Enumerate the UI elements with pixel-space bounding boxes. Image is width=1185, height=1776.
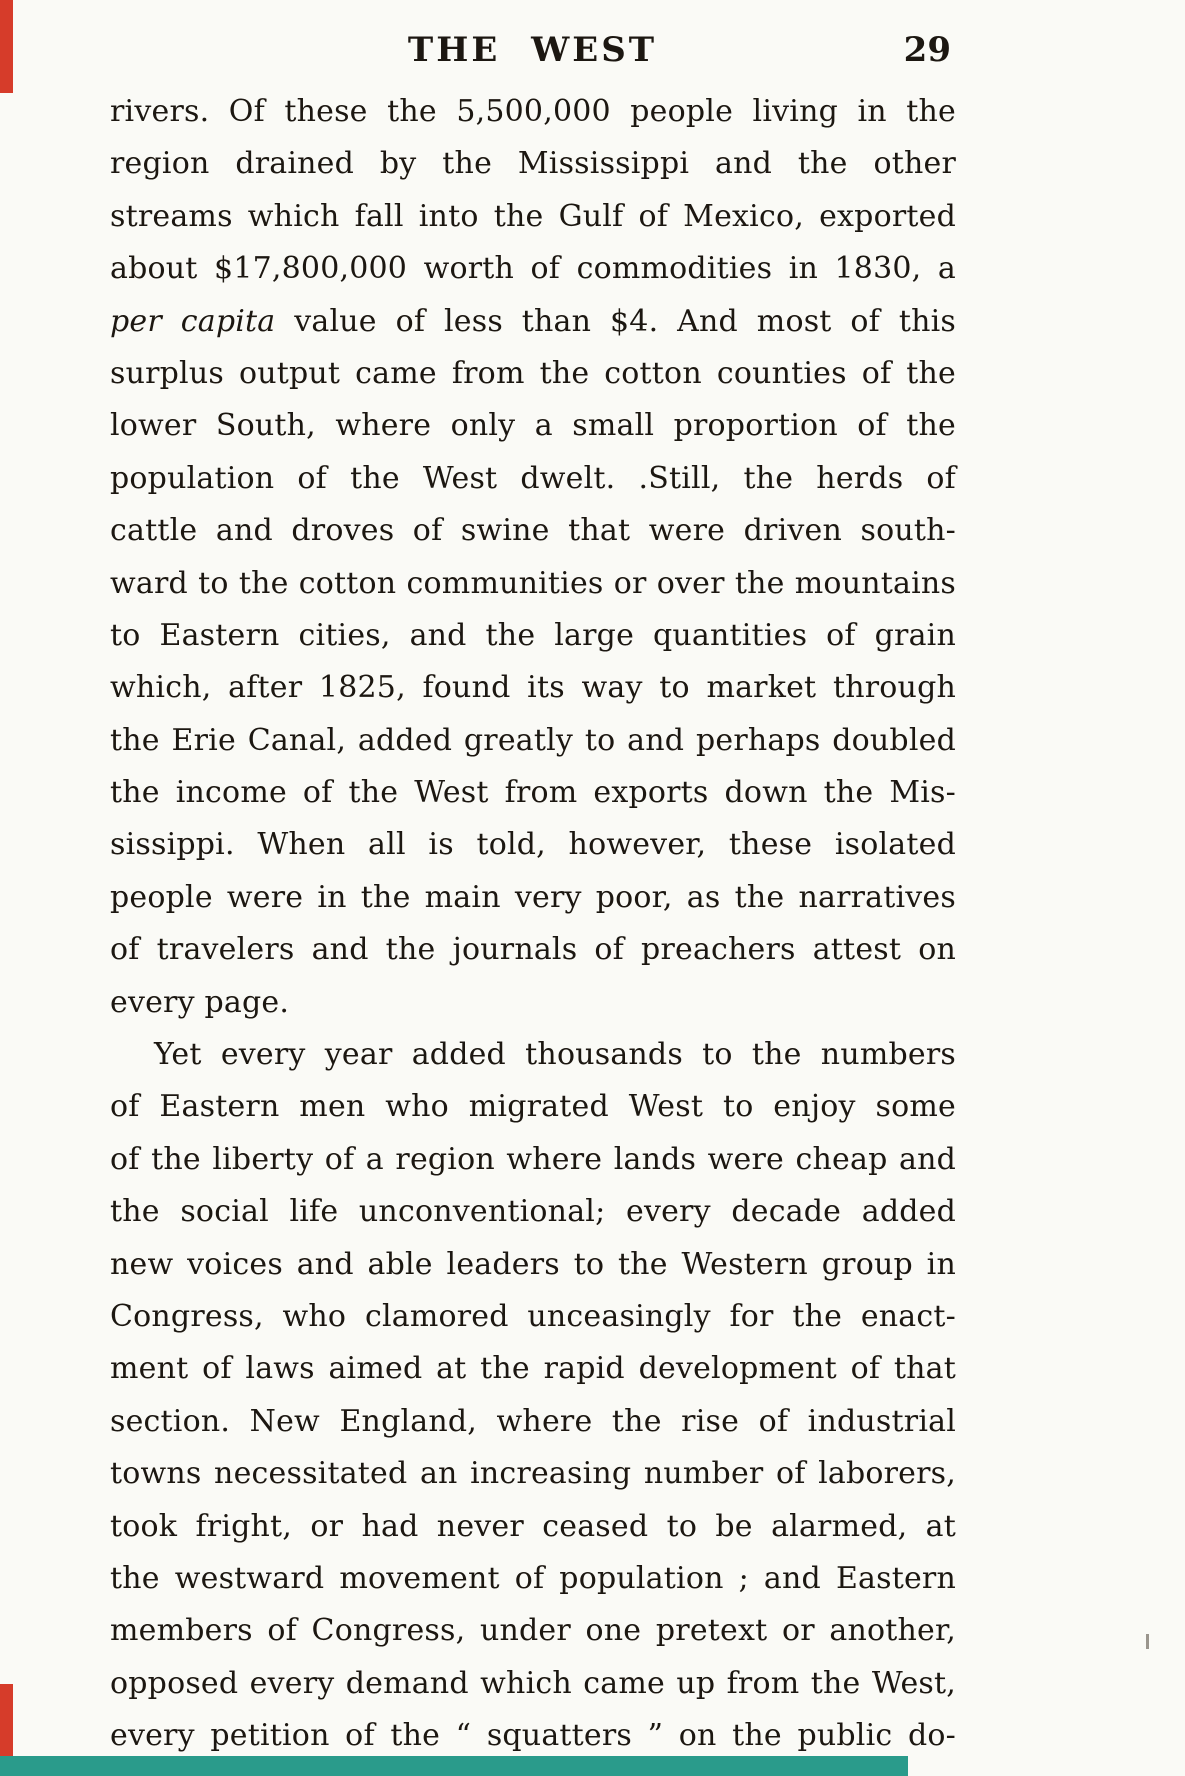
page-header xyxy=(110,26,955,74)
text-line: streams which fall into the Gulf of Mexico, exported xyxy=(110,198,956,234)
scan-artifact-red-top-left xyxy=(0,0,13,93)
text-line: the income of the West from exports down the Mis- xyxy=(110,775,956,811)
text-line: rivers. Of these the 5,500,000 people living in the xyxy=(110,94,956,129)
text-line: section. New England, where the rise of industrial xyxy=(110,1403,956,1439)
text-line: ment of laws aimed at the rapid development of that xyxy=(110,1351,956,1387)
text-line: opposed every demand which came up from the West, xyxy=(110,1665,956,1701)
page-number: 29 xyxy=(903,30,951,70)
text-line: of Eastern men who migrated West to enjoy some xyxy=(110,1089,956,1125)
text-line: took fright, or had never ceased to be alarmed, at xyxy=(110,1508,956,1544)
text-line: Congress, who clamored unceasingly for the enact- xyxy=(110,1298,956,1334)
text-line: of travelers and the journals of preachers attest on xyxy=(110,932,956,968)
text-line: every petition of the “ squatters ” on the public do- xyxy=(110,1718,956,1754)
text-line: sissippi. When all is told, however, these isolated xyxy=(110,827,956,863)
text-line: about $17,800,000 worth of commodities in 1830, a xyxy=(110,251,956,287)
text-line: per capita value of less than $4. And most of this xyxy=(110,303,956,339)
running-title: THE WEST xyxy=(407,30,658,70)
text-line: lower South, where only a small proportion of the xyxy=(110,408,956,444)
text-line: people were in the main very poor, as the narratives xyxy=(110,879,956,915)
text-line: population of the West dwelt. .Still, the herds of xyxy=(110,460,956,496)
text-line: to Eastern cities, and the large quantities of grain xyxy=(110,617,956,653)
page-text xyxy=(110,86,956,1763)
text-line: the westward movement of population ; and Eastern xyxy=(110,1560,956,1596)
text-line: the Erie Canal, added greatly to and perhaps doubled xyxy=(110,722,956,758)
text-line: which, after 1825, found its way to market through xyxy=(110,670,956,706)
text-line: surplus output came from the cotton counties of the xyxy=(110,355,956,391)
text-line: ward to the cotton communities or over the mountains xyxy=(110,565,956,601)
text-line: cattle and droves of swine that were driven south- xyxy=(110,513,956,549)
text-line: region drained by the Mississippi and the other xyxy=(110,146,956,182)
text-line: every page. xyxy=(110,984,290,1020)
text-line: towns necessitated an increasing number of laborers, xyxy=(110,1456,956,1492)
text-line: of the liberty of a region where lands were cheap and xyxy=(110,1141,956,1177)
scan-artifact-speck xyxy=(1146,1634,1149,1649)
text-line: new voices and able leaders to the Western group in xyxy=(110,1246,956,1282)
text-line: Yet every year added thousands to the numbers xyxy=(154,1037,956,1073)
text-line: members of Congress, under one pretext or another, xyxy=(110,1613,956,1649)
text-line: the social life unconventional; every decade added xyxy=(110,1194,956,1230)
